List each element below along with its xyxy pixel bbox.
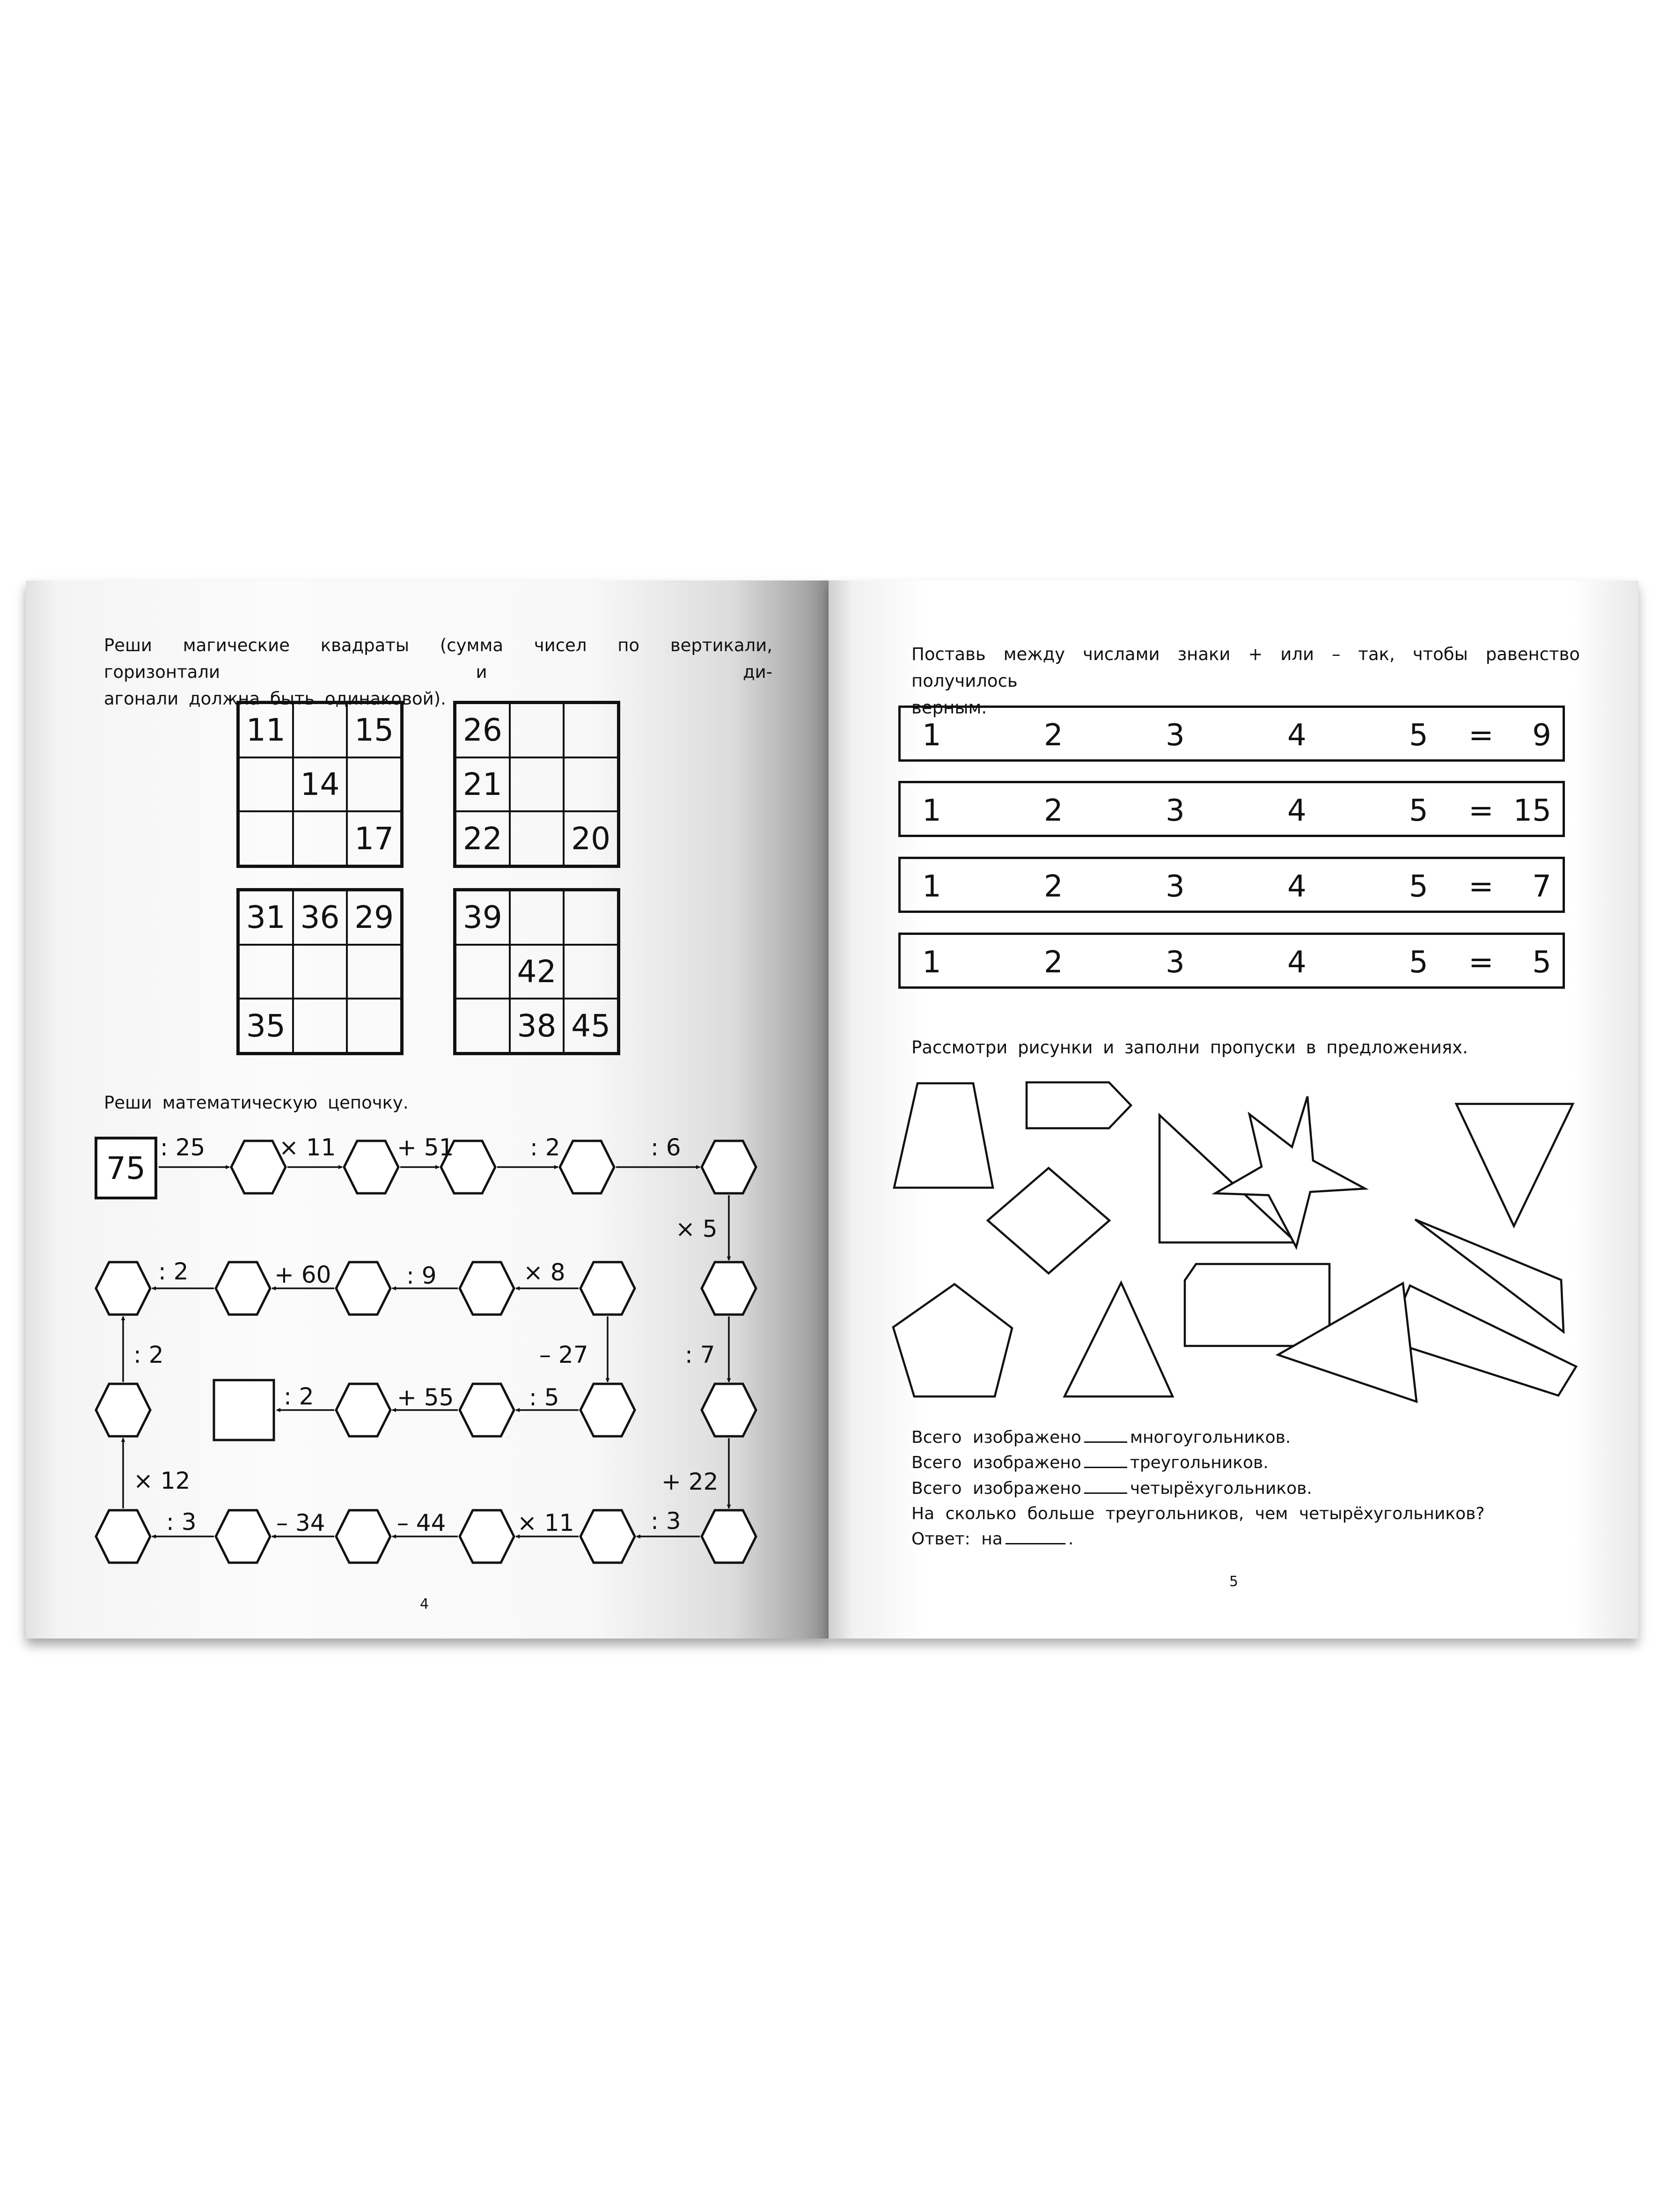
answer-blank-4[interactable] [1006, 1542, 1065, 1544]
chain-square[interactable] [214, 1380, 274, 1440]
equation-result: 5 [1532, 945, 1551, 980]
square-cell: 39 [455, 890, 510, 945]
chain-hexagon[interactable] [96, 1384, 150, 1436]
instruction-line: Реши математическую цепочку. [104, 1093, 409, 1113]
equation-number: 1 [922, 869, 941, 904]
instruction-line-1: Поставь между числами знаки + или – так, чтобы равенство получилось [911, 644, 1580, 691]
chain-operation-label: + 60 [274, 1261, 331, 1288]
square-cell: 35 [239, 999, 293, 1053]
chain-operation-label: : 2 [530, 1134, 560, 1161]
answer-blank-1[interactable] [1084, 1440, 1127, 1443]
chain-hexagon[interactable] [336, 1262, 390, 1315]
square-cell: 45 [564, 999, 618, 1053]
square-cell: 36 [293, 890, 347, 945]
instruction-line-1: Реши магические квадраты (сумма чисел по вертикали, горизонтали и ди- [104, 635, 772, 682]
equation-number: 5 [1409, 794, 1428, 828]
chain-hexagon[interactable] [96, 1262, 150, 1315]
equation-number: 5 [1409, 718, 1428, 753]
chain-hexagon[interactable] [702, 1141, 756, 1193]
equals-sign: = [1468, 869, 1494, 904]
inverted-triangle-shape [1456, 1104, 1573, 1226]
chain-hexagon[interactable] [344, 1141, 398, 1193]
square-cell: 38 [510, 999, 564, 1053]
instruction-line-2: агонали должна быть одинаковой). [104, 689, 446, 709]
instruction-line-2: верным. [911, 698, 987, 718]
equation-number: 3 [1166, 869, 1185, 904]
chain-hexagon[interactable] [460, 1262, 514, 1315]
equation-number: 2 [1044, 869, 1063, 904]
equation-row [898, 705, 1565, 762]
chain-hexagon[interactable] [460, 1510, 514, 1563]
equals-sign: = [1468, 718, 1494, 753]
chain-operation-label: : 9 [406, 1262, 437, 1289]
square-cell: 31 [239, 890, 293, 945]
chain-operation-label: × 11 [279, 1134, 336, 1161]
equation-number: 3 [1166, 945, 1185, 980]
equation-number: 1 [922, 945, 941, 980]
chain-operation-label: – 27 [539, 1341, 588, 1368]
pentagon-arrow-shape [1027, 1082, 1131, 1128]
rhombus-shape [988, 1168, 1109, 1273]
square-cell: 17 [347, 811, 401, 866]
answer-blank-2[interactable] [1084, 1466, 1127, 1468]
square-cell: 26 [455, 703, 510, 757]
equation-number: 2 [1044, 718, 1063, 753]
chain-operation-label: : 3 [651, 1507, 681, 1535]
chain-operation-label: × 12 [133, 1467, 191, 1494]
shapes-instructions [911, 1034, 1580, 1061]
equation-number: 2 [1044, 794, 1063, 828]
square-cell: 22 [455, 811, 510, 866]
chain-hexagon[interactable] [231, 1141, 286, 1193]
chain-operation-label: : 2 [133, 1341, 164, 1368]
chain-operation-label: : 6 [651, 1134, 681, 1161]
chain-hexagon[interactable] [336, 1384, 390, 1436]
page-number-left: 4 [420, 1596, 429, 1612]
chain-operation-label: + 55 [397, 1384, 454, 1411]
chain-operation-label: + 22 [661, 1468, 719, 1495]
chain-operation-label: × 8 [523, 1259, 565, 1286]
equation-number: 4 [1287, 794, 1307, 828]
chain-hexagon[interactable] [336, 1510, 390, 1563]
equation-number: 4 [1287, 869, 1307, 904]
chain-hexagon[interactable] [96, 1510, 150, 1563]
page-number-right: 5 [1229, 1573, 1239, 1590]
question-2: Всего изображено треугольников. [911, 1453, 1269, 1472]
equation-number: 1 [922, 794, 941, 828]
equation-number: 1 [922, 718, 941, 753]
chain-operation-label: – 34 [276, 1509, 325, 1536]
chain-hexagon[interactable] [580, 1262, 635, 1315]
chain-hexagon[interactable] [702, 1510, 756, 1563]
answer-blank-3[interactable] [1084, 1492, 1127, 1494]
chain-operation-label: : 25 [160, 1134, 206, 1161]
chain-hexagon[interactable] [702, 1384, 756, 1436]
chain-hexagon[interactable] [216, 1510, 270, 1563]
chain-hexagon[interactable] [580, 1384, 635, 1436]
equation-row [898, 781, 1565, 837]
equation-number: 5 [1409, 945, 1428, 980]
instruction-line: Рассмотри рисунки и заполни пропуски в предложениях. [911, 1037, 1468, 1058]
square-cell: 15 [347, 703, 401, 757]
equation-number: 3 [1166, 718, 1185, 753]
question-4: На сколько больше треугольников, чем четырёхугольников? [911, 1504, 1485, 1523]
shapes-figure [880, 1072, 1582, 1428]
chain-operation-label: : 2 [284, 1383, 314, 1410]
math-chain-diagram [0, 0, 829, 1639]
chain-hexagon[interactable] [580, 1510, 635, 1563]
hexagon-rect-shape [1185, 1264, 1329, 1346]
square-cell: 11 [239, 703, 293, 757]
square-cell: 21 [455, 757, 510, 812]
trapezoid-shape [894, 1083, 993, 1188]
chain-hexagon[interactable] [702, 1262, 756, 1315]
regular-pentagon-shape [893, 1284, 1012, 1396]
equation-result: 7 [1532, 869, 1551, 904]
chain-operation-label: : 3 [166, 1508, 197, 1536]
equation-number: 4 [1287, 945, 1307, 980]
square-cell: 29 [347, 890, 401, 945]
chain-hexagon[interactable] [460, 1384, 514, 1436]
equals-sign: = [1468, 794, 1494, 828]
chain-hexagon[interactable] [216, 1262, 270, 1315]
equation-row [898, 933, 1565, 989]
chain-operation-label: + 51 [397, 1134, 454, 1161]
chain-operation-label: – 44 [397, 1509, 446, 1536]
chain-operation-label: × 11 [517, 1509, 574, 1536]
triangle-shape [1064, 1283, 1173, 1396]
equation-result: 9 [1532, 718, 1551, 753]
chain-operation-label: : 7 [685, 1341, 715, 1368]
chain-start-value: 75 [106, 1150, 146, 1186]
equation-number: 3 [1166, 794, 1185, 828]
chain-operation-label: : 5 [529, 1384, 559, 1411]
answer-line: Ответ: на . [911, 1529, 1074, 1549]
question-1: Всего изображено многоугольников. [911, 1428, 1291, 1447]
square-cell: 42 [510, 945, 564, 999]
equation-result: 15 [1513, 794, 1551, 828]
equation-number: 4 [1287, 718, 1307, 753]
chain-operation-label: × 5 [675, 1215, 718, 1242]
equation-row [898, 857, 1565, 913]
equation-number: 2 [1044, 945, 1063, 980]
chain-hexagon[interactable] [560, 1141, 614, 1193]
square-cell: 14 [293, 757, 347, 812]
chain-operation-label: : 2 [158, 1258, 189, 1285]
equals-sign: = [1468, 945, 1494, 980]
equation-number: 5 [1409, 869, 1428, 904]
question-3: Всего изображено четырёхугольников. [911, 1479, 1312, 1498]
square-cell: 20 [564, 811, 618, 866]
